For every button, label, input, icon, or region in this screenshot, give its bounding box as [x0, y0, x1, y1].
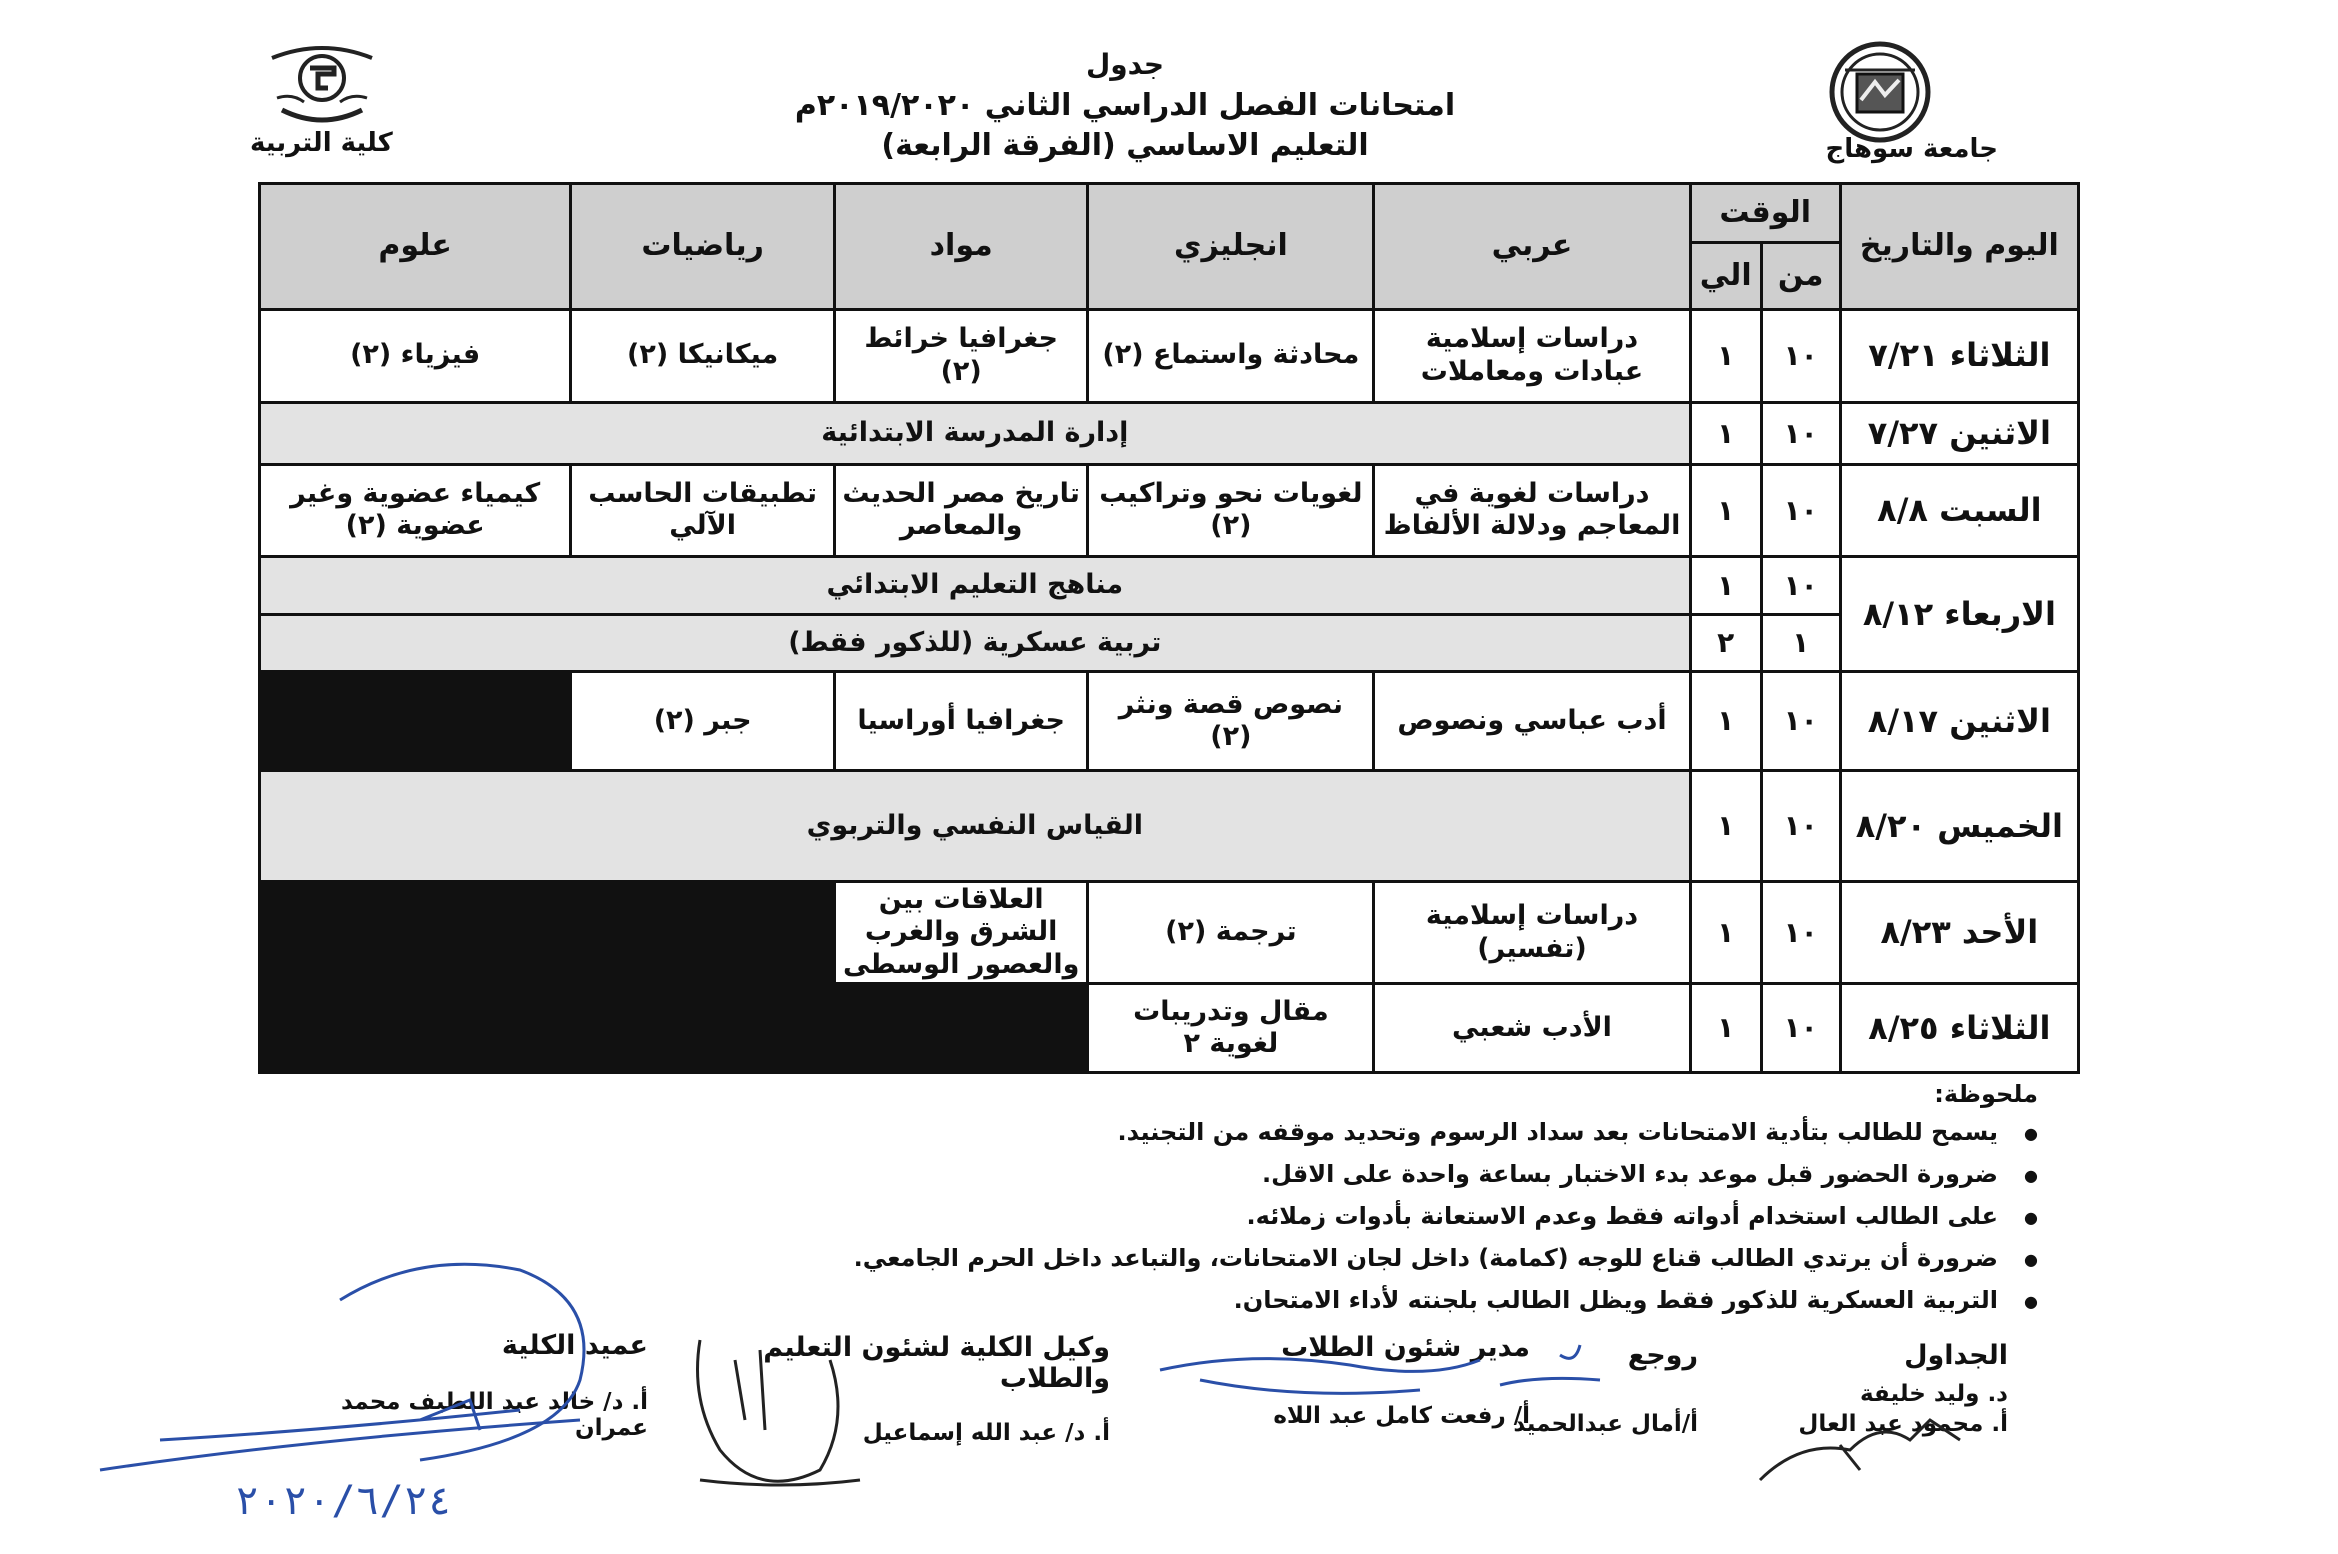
signature-name: أ/أمال عبدالحميد — [1513, 1411, 1698, 1437]
cell-math: تطبيقات الحاسب الآلي — [571, 465, 835, 556]
cell-arabic: الأدب شعبي — [1374, 983, 1690, 1072]
notes-section — [638, 1080, 2038, 1328]
header-science: علوم — [260, 184, 571, 310]
signature-name: أ. د/ خالد عبد اللطيف محمد عمران — [341, 1389, 648, 1441]
signature-name: أ. محمود عبد العال — [1798, 1411, 2008, 1437]
row-to: ١ — [1690, 556, 1761, 615]
blocked-cell — [260, 671, 571, 770]
row-to: ٢ — [1690, 615, 1761, 672]
cell-science: كيمياء عضوية وغير عضوية (٢) — [260, 465, 571, 556]
cell-english: نصوص قصة ونثر (٢) — [1088, 671, 1374, 770]
cell-materials: جغرافيا خرائط (٢) — [834, 309, 1087, 402]
row-to: ١ — [1690, 882, 1761, 983]
table-row — [260, 771, 2079, 882]
row-from: ١٠ — [1761, 309, 1840, 402]
signature-title: الجداول — [1904, 1340, 2008, 1371]
header-arabic: عربي — [1374, 184, 1690, 310]
blocked-cell — [571, 983, 835, 1072]
header-time: الوقت — [1690, 184, 1840, 243]
signature-title: وكيل الكلية لشئون التعليم والطلاب — [763, 1332, 1110, 1394]
signature-tables — [1748, 1340, 2008, 1437]
list-item: ● التربية العسكرية للذكور فقط ويظل الطالب بلجنته لأداء الامتحان. — [638, 1286, 1998, 1314]
faculty-name: كلية التربية — [250, 128, 393, 158]
list-item: ● يسمح للطالب بتأدية الامتحانات بعد سداد الرسوم وتحديد موقفه من التجنيد. — [638, 1118, 1998, 1146]
header-day: اليوم والتاريخ — [1840, 184, 2078, 310]
header-english: انجليزي — [1088, 184, 1374, 310]
signature-vice-dean — [690, 1332, 1110, 1446]
table-row — [260, 309, 2079, 402]
row-day: السبت ٨/٨ — [1840, 465, 2078, 556]
cell-math: ميكانيكا (٢) — [571, 309, 835, 402]
list-item: ● على الطالب استخدام أدواته فقط وعدم الاستعانة بأدوات زملائه. — [638, 1202, 1998, 1230]
row-day: الاثنين ٨/١٧ — [1840, 671, 2078, 770]
document-title: جدول — [1085, 48, 1165, 81]
cell-materials: جغرافيا أوراسيا — [834, 671, 1087, 770]
table-row — [260, 882, 2079, 983]
cell-arabic: أدب عباسي ونصوص — [1374, 671, 1690, 770]
table-row — [260, 671, 2079, 770]
row-day: الخميس ٨/٢٠ — [1840, 771, 2078, 882]
cell-english: محادثة واستماع (٢) — [1088, 309, 1374, 402]
table-row — [260, 556, 2079, 615]
cell-arabic: دراسات لغوية في المعاجم ودلالة الألفاظ — [1374, 465, 1690, 556]
row-day: الثلاثاء ٧/٢١ — [1840, 309, 2078, 402]
row-day: الثلاثاء ٨/٢٥ — [1840, 983, 2078, 1072]
blocked-cell — [260, 983, 571, 1072]
row-day: الاربعاء ٨/١٢ — [1840, 556, 2078, 671]
cell-merged: إدارة المدرسة الابتدائية — [260, 402, 1691, 465]
cell-merged: تربية عسكرية (للذكور فقط) — [260, 615, 1691, 672]
notes-title: ملحوظة: — [1934, 1080, 2038, 1108]
row-to: ١ — [1690, 983, 1761, 1072]
row-from: ١٠ — [1761, 983, 1840, 1072]
row-from: ١ — [1761, 615, 1840, 672]
cell-math: جبر (٢) — [571, 671, 835, 770]
handwritten-date: ٢٠٢٠/٦/٢٤ — [235, 1478, 452, 1524]
row-from: ١٠ — [1761, 671, 1840, 770]
list-item: ● ضرورة أن يرتدي الطالب قناع للوجه (كمامة) داخل لجان الامتحانات، والتباعد داخل الحرم الجامعي. — [638, 1244, 1998, 1272]
row-from: ١٠ — [1761, 882, 1840, 983]
table-row — [260, 615, 2079, 672]
cell-arabic: دراسات إسلامية عبادات ومعاملات — [1374, 309, 1690, 402]
exam-period-title: امتحانات الفصل الدراسي الثاني ٢٠١٩/٢٠٢٠م — [794, 88, 1456, 123]
header-materials: مواد — [834, 184, 1087, 310]
cell-english: لغويات نحو وتراكيب (٢) — [1088, 465, 1374, 556]
header-to: الي — [1690, 242, 1761, 309]
row-to: ١ — [1690, 465, 1761, 556]
list-item: ● ضرورة الحضور قبل موعد بدء الاختبار بساعة واحدة على الاقل. — [638, 1160, 1998, 1188]
cell-materials: العلاقات بين الشرق والغرب والعصور الوسطى — [834, 882, 1087, 983]
header-math: رياضيات — [571, 184, 835, 310]
signature-title: مدير شئون الطلاب — [1281, 1332, 1530, 1363]
cell-arabic: دراسات إسلامية (تفسير) — [1374, 882, 1690, 983]
exam-schedule-table — [258, 182, 2080, 1074]
signature-student-affairs — [1190, 1332, 1530, 1429]
row-to: ١ — [1690, 671, 1761, 770]
cell-merged: القياس النفسي والتربوي — [260, 771, 1691, 882]
cell-english: ترجمة (٢) — [1088, 882, 1374, 983]
signature-title: روجع — [1627, 1340, 1698, 1371]
row-from: ١٠ — [1761, 402, 1840, 465]
row-from: ١٠ — [1761, 556, 1840, 615]
cell-science: فيزياء (٢) — [260, 309, 571, 402]
cell-merged: مناهج التعليم الابتدائي — [260, 556, 1691, 615]
header-from: من — [1761, 242, 1840, 309]
blocked-cell — [571, 882, 835, 983]
row-day: الاثنين ٧/٢٧ — [1840, 402, 2078, 465]
cell-materials: تاريخ مصر الحديث والمعاصر — [834, 465, 1087, 556]
signature-name: د. وليد خليفة — [1859, 1381, 2008, 1407]
notes-list — [638, 1118, 2038, 1314]
cell-english: مقال وتدريبات لغوية ٢ — [1088, 983, 1374, 1072]
university-seal-icon — [1825, 40, 1935, 145]
row-to: ١ — [1690, 402, 1761, 465]
table-row — [260, 983, 2079, 1072]
signature-title: عميد الكلية — [501, 1330, 648, 1361]
table-row — [260, 402, 2079, 465]
faculty-emblem-icon — [262, 38, 382, 128]
signature-name: أ. د/ عبد الله إسماعيل — [862, 1420, 1110, 1446]
row-to: ١ — [1690, 309, 1761, 402]
signature-dean — [268, 1330, 648, 1441]
blocked-cell — [834, 983, 1087, 1072]
blocked-cell — [260, 882, 571, 983]
table-row — [260, 465, 2079, 556]
class-title: (الفرقة الرابعة) التعليم الاساسي — [881, 128, 1369, 163]
university-name: جامعة سوهاج — [1825, 134, 1998, 164]
row-from: ١٠ — [1761, 771, 1840, 882]
signature-name: أ/ رفعت كامل عبد اللاه — [1273, 1403, 1530, 1429]
row-day: الأحد ٨/٢٣ — [1840, 882, 2078, 983]
row-to: ١ — [1690, 771, 1761, 882]
row-from: ١٠ — [1761, 465, 1840, 556]
